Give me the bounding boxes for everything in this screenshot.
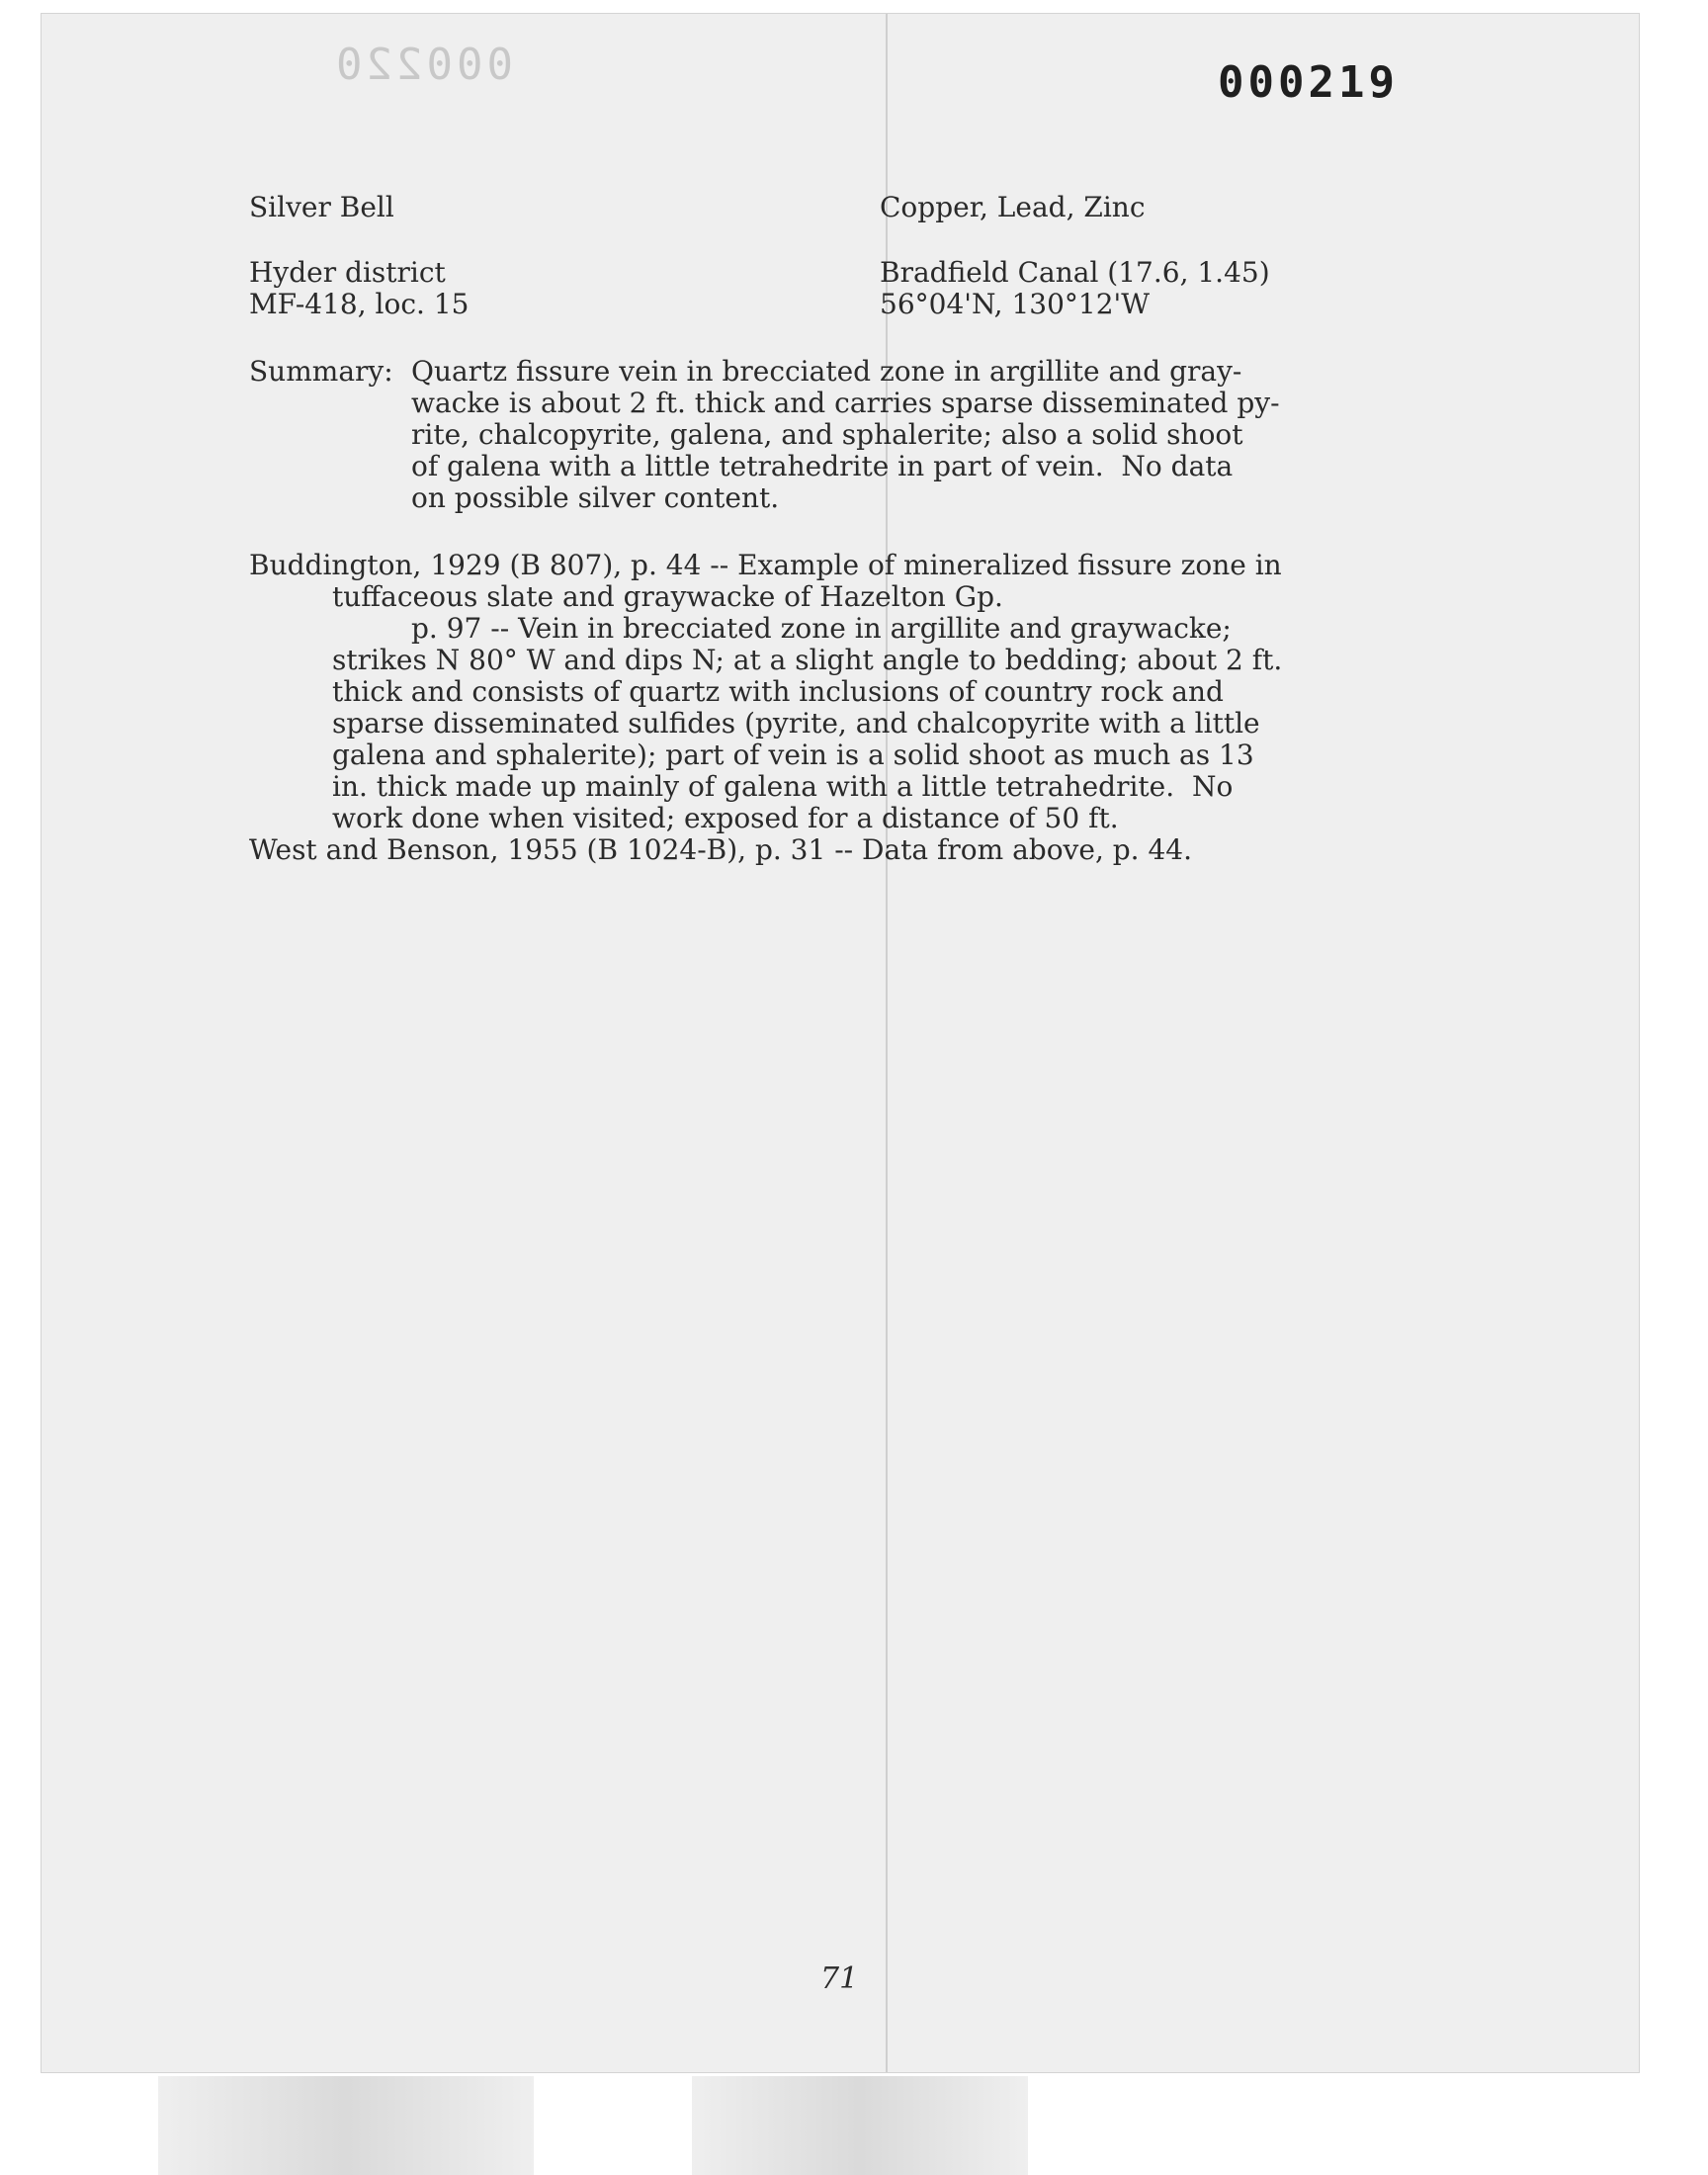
reference-line: Buddington, 1929 (B 807), p. 44 -- Example of mineralized fissure zone in <box>249 549 1282 581</box>
map-location: MF-418, loc. 15 <box>249 288 470 320</box>
summary-line: wacke is about 2 ft. thick and carries sparse disseminated py- <box>411 387 1280 419</box>
quadrangle: Bradfield Canal (17.6, 1.45) <box>880 256 1270 289</box>
reference-line: strikes N 80° W and dips N; at a slight angle to bedding; about 2 ft. <box>332 644 1283 676</box>
bleed-through-number: 000220 <box>332 40 513 90</box>
summary-label: Summary: <box>249 355 393 388</box>
reference-line: West and Benson, 1955 (B 1024-B), p. 31 -- Data from above, p. 44. <box>249 833 1192 866</box>
summary-line: Quartz fissure vein in brecciated zone in argillite and gray- <box>411 355 1242 388</box>
district: Hyder district <box>249 256 446 289</box>
commodities: Copper, Lead, Zinc <box>880 191 1146 223</box>
reference-line: galena and sphalerite); part of vein is a solid shoot as much as 13 <box>332 739 1254 771</box>
reference-line: sparse disseminated sulfides (pyrite, and chalcopyrite with a little <box>332 707 1260 740</box>
reference-line: in. thick made up mainly of galena with a little tetrahedrite. No <box>332 770 1234 803</box>
reference-line: tuffaceous slate and graywacke of Hazelton Gp. <box>332 580 1003 613</box>
paper-fold-line <box>886 14 888 2072</box>
document-stamp-number: 000219 <box>1218 57 1399 108</box>
scanner-edge-strip <box>158 2076 534 2175</box>
reference-line: thick and consists of quartz with inclusions of country rock and <box>332 675 1224 708</box>
scanner-edge-strip <box>692 2076 1028 2175</box>
summary-line: of galena with a little tetrahedrite in part of vein. No data <box>411 450 1234 482</box>
coordinates: 56°04'N, 130°12'W <box>880 288 1151 320</box>
summary-line: rite, chalcopyrite, galena, and sphalerite; also a solid shoot <box>411 418 1243 451</box>
deposit-name: Silver Bell <box>249 191 394 223</box>
paper-sheet <box>42 14 1639 2072</box>
handwritten-page-number: 71 <box>820 1961 859 1996</box>
reference-line: p. 97 -- Vein in brecciated zone in argillite and graywacke; <box>411 612 1232 645</box>
reference-line: work done when visited; exposed for a distance of 50 ft. <box>332 802 1119 834</box>
summary-line: on possible silver content. <box>411 481 780 514</box>
